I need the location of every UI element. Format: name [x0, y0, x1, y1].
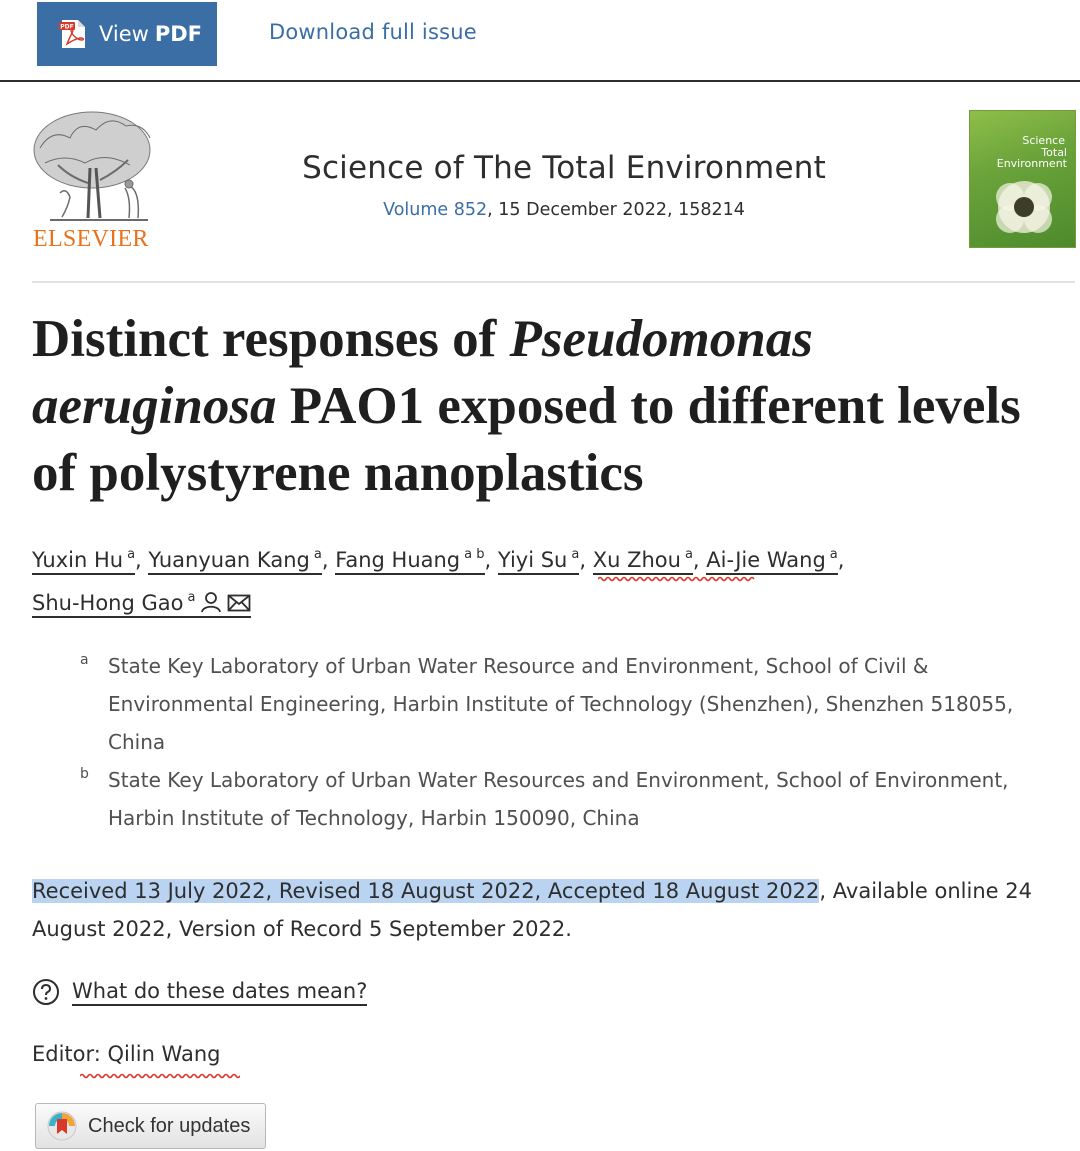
spellcheck-underline [80, 1073, 240, 1079]
author-link[interactable]: Yuanyuan Kang $^a$ [148, 548, 321, 575]
article-history-dates: Received 13 July 2022, Revised 18 August 2022, Accepted 18 August 2022, Available online 24 August 2022, Version of Record 5 September 2022. [32, 879, 1032, 941]
question-circle-icon [32, 978, 60, 1006]
corresponding-author-link[interactable]: Shu-Hong Gao $^a$ [32, 591, 251, 618]
cover-title-line1: Science [1022, 134, 1065, 147]
journal-cover-image[interactable] [969, 110, 1076, 248]
view-pdf-button[interactable] [37, 2, 217, 66]
affiliation-item [80, 761, 1070, 837]
article-toolbar [0, 0, 1080, 82]
affiliation-mark: a [80, 652, 89, 668]
affiliation-mark: b [80, 766, 89, 782]
crossmark-icon [46, 1110, 78, 1142]
affiliation-item [80, 647, 1070, 761]
author-link[interactable]: Yuxin Hu $^a$ [32, 548, 135, 575]
check-for-updates-label: Check for updates [88, 1114, 251, 1137]
title-italic-species: aeruginosa [32, 377, 277, 435]
spellcheck-underline [598, 576, 756, 582]
affiliation-text: State Key Laboratory of Urban Water Resources and Environment, School of Environment, Harbin Institute of Technology, Harbin 150090, China [108, 768, 1009, 830]
editor-label: Editor: [32, 1042, 108, 1066]
elsevier-wordmark[interactable]: ELSEVIER [33, 226, 149, 252]
editor-name[interactable]: Qilin Wang [107, 1042, 221, 1066]
author-link[interactable]: Yiyi Su $^a$ [498, 548, 579, 575]
journal-title-link[interactable]: Science of The Total Environment [302, 150, 826, 186]
pdf-badge-text: PDF [60, 23, 74, 31]
volume-details: , 15 December 2022, 158214 [487, 200, 745, 220]
affiliation-text: State Key Laboratory of Urban Water Resource and Environment, School of Civil & Environmental Engineering, Harbin Institute of Technology (Shenzhen), Shenzhen 518055, China [108, 654, 1014, 754]
download-full-issue-link[interactable]: Download full issue [269, 20, 477, 44]
article-title: Distinct responses of Pseudomonas aeruginosa PAO1 exposed to different levels of polystyrene nanoplastics [32, 310, 1021, 502]
cover-title-line2: Total Environment [996, 146, 1067, 170]
affiliations-list [80, 647, 1070, 837]
check-for-updates-button[interactable] [35, 1103, 266, 1149]
volume-info [0, 200, 1080, 220]
cover-art-icon [988, 171, 1060, 243]
author-list: Yuxin Hu $^a$, Yuanyuan Kang $^a$, Fang Huang $^{a b}$, Yiyi Su $^a$, Xu Zhou $^a$, Ai-Jie Wang $^a$, Shu-Hong Gao $^a$ [32, 536, 1072, 622]
editor-line [32, 1042, 220, 1066]
title-italic-genus: Pseudomonas [509, 310, 813, 368]
selected-text[interactable]: Received 13 July 2022, Revised 18 August 2022, Accepted 18 August 2022 [32, 879, 820, 903]
author-link[interactable]: Fang Huang $^{a b}$ [335, 548, 484, 575]
view-pdf-label-bold: PDF [154, 22, 203, 46]
author-link[interactable]: Ai-Jie Wang $^a$ [706, 548, 837, 575]
dates-help-link[interactable] [32, 978, 367, 1006]
pdf-file-icon [59, 18, 87, 50]
dates-help-label: What do these dates mean? [72, 979, 367, 1006]
author-link[interactable]: Xu Zhou $^a$ [593, 548, 693, 575]
volume-link[interactable]: Volume 852 [383, 200, 488, 220]
header-divider [32, 281, 1075, 283]
view-pdf-label: View [99, 22, 149, 46]
person-icon [201, 591, 221, 613]
envelope-icon [227, 593, 251, 613]
